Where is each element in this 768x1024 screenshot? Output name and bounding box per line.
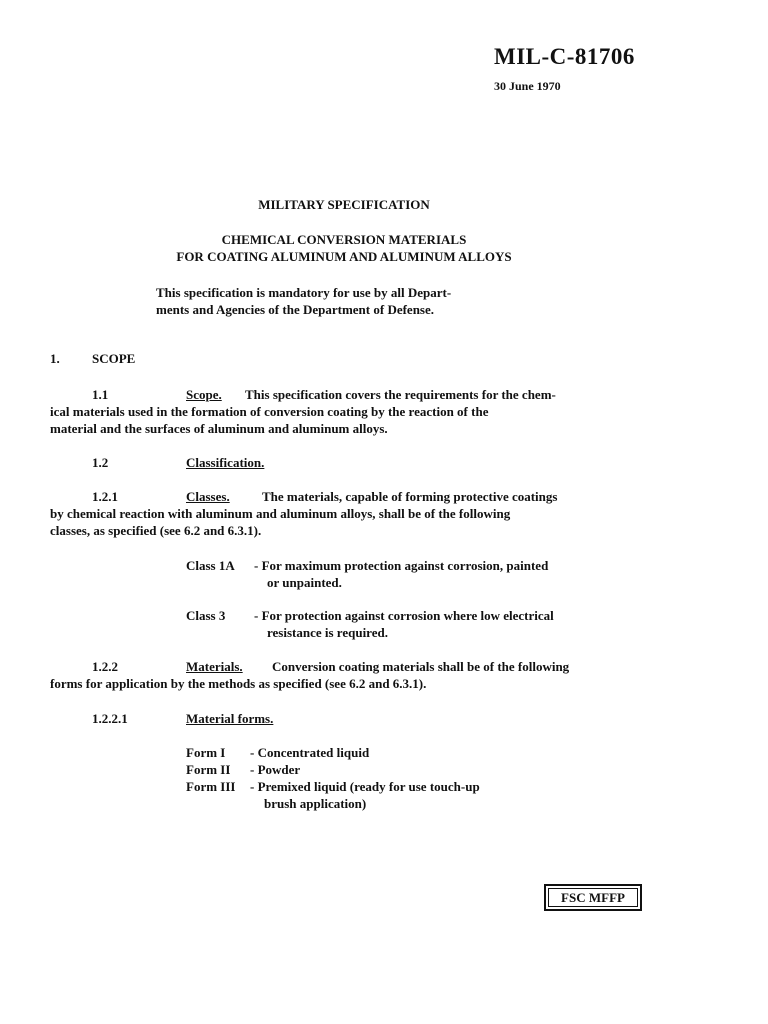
form-desc: - Concentrated liquid	[250, 745, 370, 760]
para-text-line: material and the surfaces of aluminum and aluminum alloys.	[50, 421, 388, 436]
form-label: Form III	[186, 779, 236, 794]
para-text-line: ical materials used in the formation of conversion coating by the reaction of the	[50, 404, 489, 419]
para-number: 1.1	[92, 387, 109, 402]
para-title: Material forms.	[186, 711, 274, 726]
section-number: 1.	[50, 351, 60, 366]
form-desc-continued: brush application)	[264, 796, 367, 811]
para-title: Scope.	[186, 387, 222, 402]
para-number: 1.2	[92, 455, 109, 470]
fsc-stamp-text: FSC MFFP	[548, 888, 638, 907]
para-title: Classes.	[186, 489, 230, 504]
mandatory-statement-line-2: ments and Agencies of the Department of Defense.	[156, 302, 435, 317]
para-number: 1.2.2	[92, 659, 118, 674]
para-title: Classification.	[186, 455, 265, 470]
para-text-line: forms for application by the methods as specified (see 6.2 and 6.3.1).	[50, 676, 427, 691]
class-desc-line: resistance is required.	[267, 625, 388, 640]
para-number: 1.2.2.1	[92, 711, 128, 726]
class-label: Class 3	[186, 608, 226, 623]
document-date: 30 June 1970	[494, 79, 561, 93]
para-text-line: by chemical reaction with aluminum and aluminum alloys, shall be of the following	[50, 506, 511, 521]
class-desc-line: or unpainted.	[267, 575, 342, 590]
fsc-stamp-box	[544, 884, 642, 911]
para-text-line: Conversion coating materials shall be of the following	[272, 659, 570, 674]
class-desc-line: - For maximum protection against corrosion, painted	[254, 558, 549, 573]
para-text-line: The materials, capable of forming protective coatings	[262, 489, 558, 504]
form-desc: - Premixed liquid (ready for use touch-up	[250, 779, 480, 794]
class-label: Class 1A	[186, 558, 235, 573]
document-number: MIL-C-81706	[494, 44, 635, 69]
para-text-line: classes, as specified (see 6.2 and 6.3.1).	[50, 523, 262, 538]
para-title: Materials.	[186, 659, 243, 674]
spec-title-line-2: FOR COATING ALUMINUM AND ALUMINUM ALLOYS	[176, 249, 512, 264]
mandatory-statement-line-1: This specification is mandatory for use by all Depart-	[156, 285, 452, 300]
class-desc-line: - For protection against corrosion where low electrical	[254, 608, 554, 623]
spec-title-line-1: CHEMICAL CONVERSION MATERIALS	[221, 232, 467, 247]
form-label: Form I	[186, 745, 226, 760]
form-desc: - Powder	[250, 762, 301, 777]
para-number: 1.2.1	[92, 489, 118, 504]
section-heading: SCOPE	[92, 351, 136, 366]
para-text-line: This specification covers the requirements for the chem-	[245, 387, 556, 402]
spec-type-heading: MILITARY SPECIFICATION	[258, 197, 430, 212]
form-label: Form II	[186, 762, 231, 777]
